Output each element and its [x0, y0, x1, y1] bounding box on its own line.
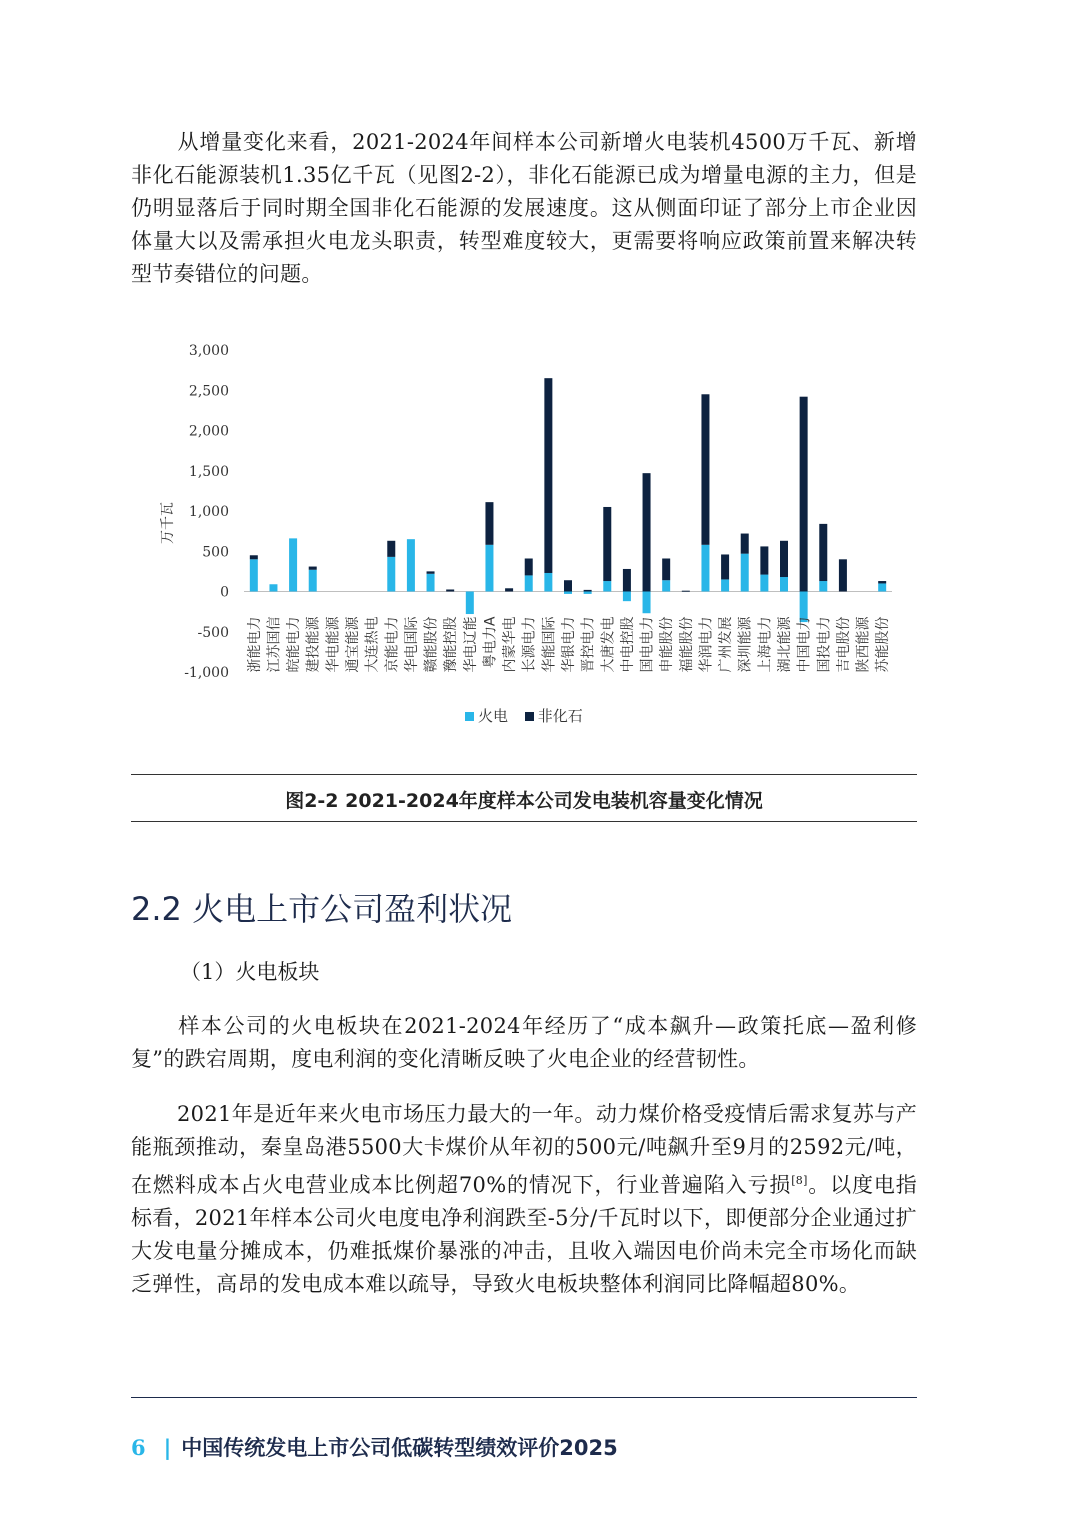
- bar-thermal: [387, 557, 395, 592]
- bar-nonfossil: [446, 589, 454, 591]
- x-tick-label: 赣能股份: [423, 616, 440, 673]
- caption-bottom-rule: [131, 821, 917, 822]
- bar-nonfossil: [800, 397, 808, 592]
- thermal-cycle-paragraph: [131, 1010, 917, 1076]
- x-tick-label: 大连热电: [364, 616, 381, 673]
- x-tick-label: 大唐发电: [600, 616, 617, 673]
- x-tick-label: 中电控股: [619, 616, 636, 673]
- bar-thermal: [760, 575, 768, 592]
- bar-nonfossil: [485, 502, 493, 545]
- x-tick-label: 苏能股份: [875, 616, 892, 673]
- x-tick-label: 长源电力: [521, 616, 538, 673]
- bar-thermal: [564, 592, 572, 594]
- bar-thermal: [643, 592, 651, 614]
- coal-price-paragraph: [131, 1098, 917, 1301]
- figure-caption: 图2-2 2021-2024年度样本公司发电装机容量变化情况: [285, 790, 763, 812]
- x-tick-label: 国投电力: [816, 616, 833, 673]
- bar-thermal: [721, 579, 729, 591]
- chart-legend: [465, 705, 595, 726]
- bar-nonfossil: [505, 588, 513, 591]
- x-tick-label: 京能电力: [384, 616, 401, 673]
- bar-nonfossil: [584, 590, 592, 592]
- bar-thermal: [269, 584, 277, 591]
- bar-thermal: [701, 545, 709, 592]
- coal-price-paragraph-text-b: 。以度电指标看，2021年样本公司火电度电净利润跌至-5分/千瓦时以下，即便部分企业通过扩大发电量分摊成本，仍难抵煤价暴涨的冲击，且收入端因电价尚未完全市场化而缺乏弹性，高昂的发电成本难以疏导，导致火电板块整体利润同比降幅超80%。: [131, 1173, 918, 1296]
- x-tick-label: 吉电股份: [835, 616, 852, 673]
- x-tick-label: 华能国际: [541, 616, 558, 673]
- x-tick-label: 湖北能源: [777, 616, 793, 673]
- x-tick-label: 华润电力: [698, 616, 715, 673]
- intro-paragraph: [131, 126, 917, 291]
- x-tick-label: 皖能电力: [286, 616, 303, 673]
- bar-nonfossil: [387, 541, 395, 557]
- bar-thermal: [741, 554, 749, 592]
- y-tick-label: -1,000: [184, 665, 229, 681]
- bar-thermal: [623, 592, 631, 602]
- bar-nonfossil: [682, 591, 690, 592]
- x-tick-label: 华电能源: [325, 616, 342, 673]
- subsection-heading: （1）火电板块: [180, 960, 320, 984]
- bar-nonfossil: [544, 378, 552, 573]
- bar-nonfossil: [427, 571, 435, 573]
- bar-nonfossil: [760, 546, 768, 574]
- bar-nonfossil: [250, 555, 258, 559]
- bar-nonfossil: [780, 541, 788, 577]
- legend-label-thermal: 火电: [478, 707, 509, 725]
- bar-nonfossil: [839, 559, 847, 591]
- bar-nonfossil: [878, 581, 886, 583]
- y-tick-label: 1,500: [188, 463, 229, 480]
- bar-thermal: [780, 577, 788, 591]
- page-number: 6: [131, 1435, 146, 1460]
- intro-paragraph-text: 从增量变化来看，2021-2024年间样本公司新增火电装机4500万千瓦、新增非化石能源装机1.35亿千瓦（见图2-2），非化石能源已成为增量电源的主力，但是仍明显落后于同时期全国非化石能源的发展速度。这从侧面印证了部分上市企业因体量大以及需承担火电龙头职责，转型难度较大，更需要将响应政策前置来解决转型节奏错位的问题。: [131, 130, 917, 286]
- chart-svg: [0, 330, 1080, 740]
- bar-thermal: [878, 583, 886, 591]
- y-tick-label: -500: [197, 624, 229, 641]
- bar-thermal: [584, 592, 592, 594]
- legend-item-nonfossil: [525, 707, 583, 725]
- y-tick-label: 1,000: [188, 504, 229, 520]
- x-tick-label: 华电国际: [403, 616, 420, 673]
- capacity-change-chart: [0, 330, 1080, 740]
- x-tick-label: 晋控电力: [580, 616, 597, 673]
- bar-thermal: [250, 559, 258, 591]
- x-tick-label: 江苏国信: [266, 616, 283, 673]
- y-tick-label: 500: [202, 544, 229, 561]
- y-tick-label: 2,000: [188, 423, 229, 440]
- footer-rule: [131, 1397, 917, 1398]
- x-tick-label: 浙能电力: [246, 616, 263, 673]
- x-tick-label: 华银电力: [561, 616, 577, 673]
- bar-thermal: [466, 592, 474, 615]
- y-tick-label: 3,000: [188, 343, 229, 359]
- thermal-cycle-paragraph-text: 样本公司的火电板块在2021-2024年经历了“成本飙升—政策托底—盈利修复”的跌宕周期，度电利润的变化清晰反映了火电企业的经营韧性。: [131, 1014, 917, 1071]
- bar-nonfossil: [564, 580, 572, 591]
- legend-item-thermal: [465, 707, 508, 725]
- legend-swatch-nonfossil: [525, 712, 534, 721]
- y-tick-label: 2,500: [188, 383, 229, 400]
- bar-thermal: [544, 573, 552, 592]
- x-tick-label: 华电辽能: [462, 616, 479, 673]
- bar-nonfossil: [525, 558, 533, 575]
- bar-thermal: [407, 539, 415, 591]
- x-tick-label: 上海电力: [757, 616, 774, 673]
- x-tick-label: 陕西能源: [855, 616, 872, 673]
- bar-thermal: [525, 575, 533, 591]
- footer-separator: |: [163, 1436, 172, 1460]
- bar-thermal: [603, 581, 611, 591]
- bar-nonfossil: [701, 394, 709, 545]
- bar-thermal: [309, 570, 317, 592]
- coal-price-paragraph-text-a: 2021年是近年来火电市场压力最大的一年。动力煤价格受疫情后需求复苏与产能瓶颈推动，秦皇岛港5500大卡煤价从年初的500元/吨飙升至9月的2592元/吨，在燃料成本占火电营业成本比例超70%的情况下，行业普遍陷入亏损: [131, 1102, 917, 1197]
- x-tick-label: 申能股份: [659, 616, 676, 673]
- bar-thermal: [289, 538, 297, 591]
- bar-thermal: [427, 574, 435, 592]
- y-axis-label: 万千瓦: [160, 502, 176, 544]
- bar-nonfossil: [309, 567, 317, 570]
- report-title: 中国传统发电上市公司低碳转型绩效评价2025: [181, 1436, 618, 1460]
- bar-nonfossil: [741, 534, 749, 554]
- x-tick-label: 建投能源: [305, 616, 322, 673]
- bar-thermal: [819, 581, 827, 591]
- x-tick-label: 福能股份: [678, 616, 695, 673]
- bar-nonfossil: [819, 524, 827, 581]
- bar-nonfossil: [643, 473, 651, 591]
- bar-thermal: [662, 580, 670, 591]
- x-tick-label: 内蒙华电: [502, 616, 519, 673]
- y-tick-label: 0: [220, 584, 229, 601]
- bar-nonfossil: [603, 507, 611, 581]
- bar-nonfossil: [623, 569, 631, 592]
- x-tick-label: 深圳能源: [737, 616, 754, 673]
- x-tick-label: 粤电力A: [482, 616, 499, 669]
- bar-thermal: [485, 545, 493, 592]
- x-tick-label: 豫能控股: [443, 616, 460, 673]
- x-tick-label: 广州发展: [718, 616, 735, 673]
- legend-swatch-thermal: [465, 712, 474, 721]
- legend-label-nonfossil: 非化石: [537, 707, 583, 725]
- x-tick-label: 中国电力: [796, 616, 813, 673]
- bar-nonfossil: [721, 554, 729, 579]
- bar-nonfossil: [662, 558, 670, 580]
- x-tick-label: 国电电力: [639, 616, 656, 673]
- x-tick-label: 通宝能源: [345, 616, 361, 673]
- caption-top-rule: [131, 774, 917, 775]
- citation-ref[interactable]: [8]: [791, 1174, 808, 1187]
- page-footer: [131, 1432, 618, 1462]
- section-title: 2.2 火电上市公司盈利状况: [131, 890, 513, 928]
